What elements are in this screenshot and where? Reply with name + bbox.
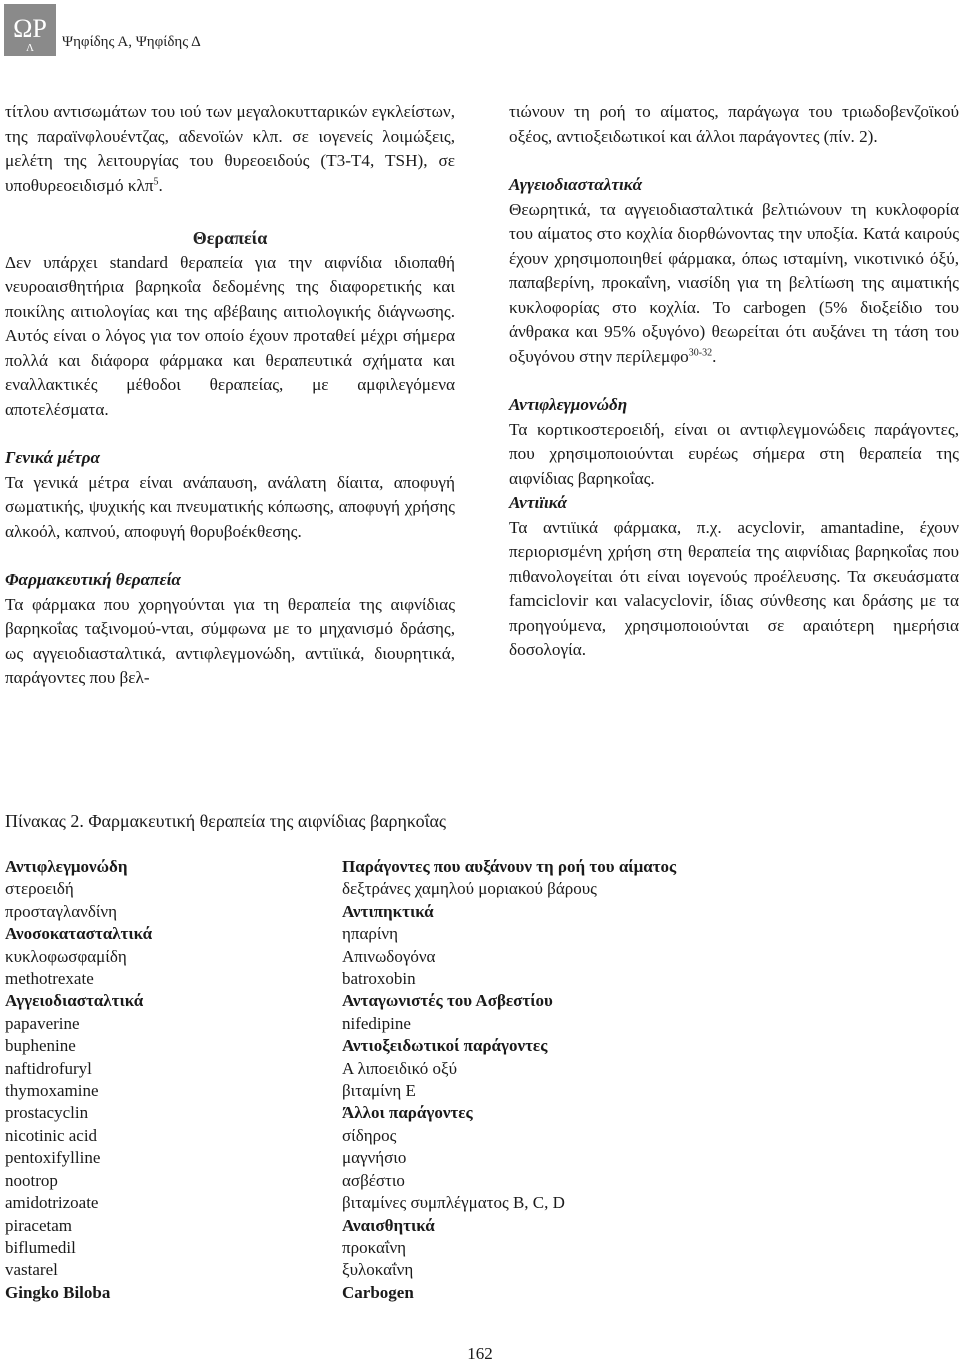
table-item: methotrexate bbox=[5, 969, 94, 989]
table-item: προκαΐνη bbox=[342, 1237, 407, 1257]
pharma-therapy-title: Φαρμακευτική θεραπεία bbox=[5, 570, 181, 589]
table-category: Άλλοι παράγοντες bbox=[342, 1103, 473, 1123]
table-item: thymoxamine bbox=[5, 1081, 99, 1101]
journal-logo bbox=[4, 4, 56, 56]
svg-text:Λ: Λ bbox=[26, 42, 34, 54]
vasodilators-title: Αγγειοδιασταλτικά bbox=[509, 175, 643, 194]
left-column bbox=[5, 100, 455, 691]
general-measures-title: Γενικά μέτρα bbox=[5, 448, 101, 467]
table-item: ασβέστιο bbox=[342, 1170, 405, 1190]
header-authors: Ψηφίδης Α, Ψηφίδης Δ bbox=[62, 34, 201, 50]
table-category: Αγγειοδιασταλτικά bbox=[5, 991, 144, 1011]
table-category: Αντιοξειδωτικοί παράγοντες bbox=[342, 1036, 548, 1056]
table-item: σίδηρος bbox=[342, 1125, 397, 1145]
table-item: nicotinic acid bbox=[5, 1125, 98, 1145]
table-item: piracetam bbox=[5, 1215, 73, 1235]
table-category: Αναισθητικά bbox=[342, 1215, 435, 1235]
table-category: Gingko Biloba bbox=[5, 1282, 111, 1302]
table-caption: Πίνακας 2. Φαρμακευτική θεραπεία της αιφνίδιας βαρηκοΐας bbox=[5, 811, 447, 831]
vasodilators-text: Θεωρητικά, τα αγγειοδιασταλτικά βελτιώνουν τη κυκλοφορία του αίματος στο κοχλία διορθώνοντας την υποξία. Κατά καιρούς έχουν χρησιμοποιηθεί φάρμακα, όπως ισταμίνη, νικοτινικό όξύ, παπαβερίνη, προκαΐνη, νιασίδη για τη βελτίωση της αιματικής κυκλοφορίας στο κοχλία. Το carbogen (5% διοξείδιο του άνθρακα και 95% οξυγόνο) θεωρείται ότι αυξάνει τη τάση του οξυγόνου στην περίλεμφο$^{30-32}$. bbox=[509, 199, 959, 366]
svg-text:ΩΡ: ΩΡ bbox=[13, 14, 47, 43]
table-item: Α λιποειδικό οξύ bbox=[342, 1058, 458, 1078]
table-item: βιταμίνη Ε bbox=[342, 1081, 416, 1101]
table-item: nifedipine bbox=[342, 1013, 411, 1033]
antiinflammatory-title: Αντιφλεγμονώδη bbox=[509, 395, 628, 414]
therapy-title: Θεραπεία bbox=[192, 228, 268, 248]
table-item: pentoxifylline bbox=[5, 1148, 101, 1168]
table-item: buphenine bbox=[5, 1036, 76, 1056]
page-header bbox=[0, 0, 960, 60]
table-category: Αντιφλεγμονώδη bbox=[5, 857, 128, 876]
table-category: Παράγοντες που αυξάνουν τη ροή του αίματος bbox=[342, 857, 677, 876]
table-category: Ανοσοκατασταλτικά bbox=[5, 924, 153, 944]
general-measures-text: Τα γενικά μέτρα είναι ανάπαυση, ανάλατη δίαιτα, αποφυγή σωματικής, ψυχικής και πνευματικής κόπωσης, αποφυγή χρήσης αλκοόλ, καπνού, αποφυγή θορυβοέκθεσης. bbox=[5, 472, 455, 541]
page-number: 162 bbox=[467, 1344, 493, 1363]
table-item: μαγνήσιο bbox=[342, 1148, 407, 1168]
table-category: Carbogen bbox=[342, 1282, 414, 1302]
table-item: papaverine bbox=[5, 1013, 80, 1033]
intro-paragraph: τίτλου αντισωμάτων του ιού των μεγαλοκυτταρικών εγκλείστων, της παραϊνφλουέντζας, αδενοϊών κλπ. σε ιογενείς λοιμώξεις, μελέτη της λειτουργίας του θυρεοειδούς (T3-T4, TSH), σε υποθυρεοειδισμό κλπ$^5$. bbox=[5, 102, 455, 195]
table-item: amidotrizoate bbox=[5, 1193, 99, 1213]
table-item: batroxobin bbox=[342, 969, 416, 989]
table-item: prostacyclin bbox=[5, 1103, 89, 1123]
table-item: vastarel bbox=[5, 1260, 58, 1280]
table-category: Ανταγωνιστές του Ασβεστίου bbox=[342, 991, 553, 1011]
table-item: στεροειδή bbox=[5, 879, 74, 899]
table-item: δεξτράνες χαμηλού μοριακού βάρους bbox=[342, 879, 597, 899]
table-item: ξυλοκαΐνη bbox=[342, 1260, 414, 1280]
antiviral-text: Τα αντιϊικά φάρμακα, π.χ. acyclovir, amantadine, έχουν περιορισμένη χρήση στη θεραπεία της αιφνίδιας βαρηκοΐας που πιθανολογείται ότι είναι ιογενούς προέλευσης. Τα σκευάσματα famciclovir και valacyclovir, ίδιας σύνθεσης και δράσης με τα προηγούμενα, χρησιμοποιούνται σε αραιότερη ημερήσια δοσολογία. bbox=[509, 517, 959, 659]
therapy-paragraph: Δεν υπάρχει standard θεραπεία για την αιφνίδια ιδιοπαθή νευροαισθητήρια βαρηκοΐα δεδομένης της διαφορετικής και ποικίλης αιτιολογίας και της αβέβαιης αιτιολογικής διάγνωσης. Αυτός είναι ο λόγος για τον οποίο έχουν προταθεί μέχρι σήμερα πολλά και διάφορα φάρμακα και θεραπευτικά σχήματα και εναλλακτικές μέθοδοι θεραπείας, με αμφιλεγόμενα αποτελέσματα. bbox=[5, 252, 455, 419]
table-right-column bbox=[342, 856, 782, 1304]
table-item: biflumedil bbox=[5, 1237, 76, 1257]
right-column bbox=[509, 100, 959, 663]
antiinflammatory-text: Τα κορτικοστεροειδή, είναι οι αντιφλεγμονώδεις παράγοντες, που χρησιμοποιούνται ευρέως σήμερα στη θεραπεία της αιφνίδιας βαρηκοΐας. bbox=[509, 419, 959, 488]
table-item: naftidrofuryl bbox=[5, 1058, 92, 1078]
continued-paragraph: τιώνουν τη ροή το αίματος, παράγωγα του τριωδοβενζοϊκού οξέος, αντιοξειδωτικοί και άλλοι παράγοντες (πίν. 2). bbox=[509, 102, 959, 146]
table-item: κυκλοφωσφαμίδη bbox=[5, 946, 127, 966]
antiviral-title: Αντιϊικά bbox=[509, 493, 568, 512]
table-category: Αντιπηκτικά bbox=[342, 901, 434, 921]
table-item: βιταμίνες συμπλέγματος B, C, D bbox=[342, 1193, 565, 1213]
pharma-therapy-text: Τα φάρμακα που χορηγούνται για τη θεραπεία της αιφνίδιας βαρηκοΐας ταξινομού-νται, σύμφωνα με το μηχανισμό δράσης, ως αγγειοδιασταλτικά, αντιφλεγμονώδη, αντιϊικά, διουρητικά, παράγοντες που βελ- bbox=[5, 594, 455, 687]
table-left-column bbox=[5, 856, 325, 1304]
table-item: Απινωδογόνα bbox=[342, 946, 436, 966]
table-item: προσταγλανδίνη bbox=[5, 901, 117, 921]
table-item: nootrop bbox=[5, 1170, 58, 1190]
table-item: ηπαρίνη bbox=[342, 924, 399, 944]
